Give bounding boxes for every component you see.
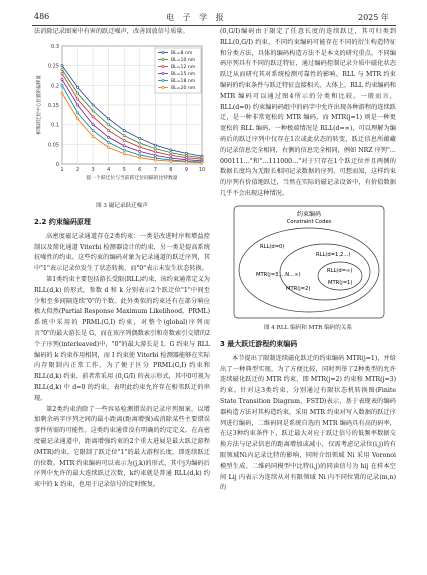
journal-title: 电 子 学 报 bbox=[166, 13, 227, 22]
data-point bbox=[123, 149, 125, 151]
data-point bbox=[185, 152, 187, 154]
x-tick-label: 7 bbox=[153, 166, 157, 173]
outer-label-cn: 约束编码 bbox=[296, 210, 322, 218]
data-point bbox=[170, 160, 172, 162]
page-number: 486 bbox=[34, 12, 50, 21]
outer-label-en: Constraint Codes bbox=[286, 218, 332, 225]
legend-label: BL=12 nm bbox=[171, 64, 196, 70]
journal-year: 2025 年 bbox=[358, 13, 389, 22]
data-point bbox=[154, 147, 156, 149]
x-tick-label: 2 bbox=[75, 166, 80, 173]
left-paragraph-3: 第2类约束消除了一些容易检测错误的记录序列图案，以增加剩余码字序列之间的最小距离(距离增强)或消除某些主要错误事件所需的可能性。这类约束通常没有明确的约定定义。在高密度磁记录通道中，距离增强约束的2个重大进展是最大跃迁游程(MTR)约束，它限制了跃迁位"1"的最大游程长度，即连续跃迁的位数。MTR 约束编码可以表示为(j,k)的形式，其中j为编码后序列中允许的最大连续跃迁次数，k约束就是普通 RLL(d,k) 约束中的 k 约束，也用于记录信号的定时恢复。 bbox=[34, 405, 210, 489]
data-point bbox=[123, 152, 125, 154]
mtr-label-j3: MTR(j=3,…N…∞) bbox=[256, 271, 301, 278]
y-axis-label: 相邻跃迁位中心位置的偏移量 bbox=[37, 74, 42, 135]
x-tick-label: 5 bbox=[122, 166, 126, 173]
rll-ellipse-outer bbox=[239, 228, 379, 312]
left-column bbox=[34, 27, 210, 491]
data-point bbox=[139, 150, 141, 152]
data-point bbox=[170, 151, 172, 153]
right-paragraph-1: (0,G/I)编码由于限定了任意长度的连续跃迁，其可归类到 RLL(0,G/I) 约束，不同约束编码可能存在不同的衍生构造特征和分类方法，具体的编码构造方法不是本文的研究重点。不同编码序列具有不同的跃迁特征，通过编码控制记录介质中磁化状态跃迁从而研究其对系统检测可靠性的影响。RLL 与 MTR 约束编码的约束条件与跃迁特征直接相关，大体上，RLL 约束编码和 MTR 编码可以通过图4所示的分类和比较。一般而言，RLL(d=0) 约束编码码组中的码字中允许出现各种游程的连续跃迁，是一种非常宽松的 MTR 编码，而 MTR(j=1) 则是一种更宽松的 RLL 编码，一种极端情况是 RLL(d=∞)，可以理解为编码后的跃迁序列中仅存在1次或此状态的转变，跃迁信息所蕴藏的记录信息完全相同，右侧的信息完全相同，例如 NRZ 序列"…000111…"和"…111000…"对于只存在1个跃迁位并且两侧的数据长度均为无限长相同记录数据的序列。可想而知，这样约束的序列有价值地跃迁，当然在实际的磁记录设备中，有价值数据几乎不会出现这种情况。 bbox=[220, 28, 396, 197]
data-point bbox=[92, 104, 94, 106]
data-point bbox=[108, 136, 110, 138]
y-tick-label: 0.15 bbox=[47, 102, 59, 109]
data-point bbox=[201, 162, 203, 164]
data-point bbox=[61, 72, 63, 74]
data-point bbox=[76, 112, 78, 114]
data-point bbox=[154, 154, 156, 156]
data-point bbox=[92, 135, 94, 137]
data-point bbox=[61, 84, 63, 86]
data-point bbox=[76, 117, 78, 119]
data-point bbox=[61, 92, 63, 94]
y-tick-label: 0.25 bbox=[47, 63, 59, 70]
legend-label: BL=18 nm bbox=[171, 78, 196, 84]
data-point bbox=[185, 161, 187, 163]
data-point bbox=[61, 68, 63, 70]
series-line bbox=[62, 85, 202, 162]
x-tick-label: 3 bbox=[91, 166, 95, 173]
mtr-label-j2: MTR(j=2) bbox=[286, 285, 311, 292]
legend-marker bbox=[162, 79, 164, 81]
x-tick-label: 8 bbox=[169, 166, 173, 173]
x-axis-label: 提一个跃迁位与当前跃迁位间隔的比特数量 bbox=[86, 175, 178, 181]
y-tick-label: 0.3 bbox=[51, 43, 59, 50]
transition-noise-chart bbox=[34, 40, 210, 200]
figure-4-caption: 图 4 RLL 编码和 MTR 编码的关系 bbox=[263, 324, 353, 331]
y-tick-label: 0.1 bbox=[51, 122, 59, 129]
legend-label: BL=15 nm bbox=[171, 71, 196, 77]
data-point bbox=[108, 117, 110, 119]
data-point bbox=[139, 156, 141, 158]
figure-3-caption: 图 3 磁记录跃迁噪声 bbox=[96, 202, 148, 209]
legend-marker bbox=[162, 51, 164, 53]
legend-label: BL=8 nm bbox=[171, 50, 193, 56]
rll-label-d12: RLL(d=1,2…) bbox=[316, 251, 351, 258]
data-point bbox=[61, 64, 63, 66]
data-point bbox=[76, 98, 78, 100]
x-tick-label: 1 bbox=[60, 166, 64, 173]
data-point bbox=[154, 151, 156, 153]
data-point bbox=[123, 129, 125, 131]
x-tick-label: 6 bbox=[138, 166, 142, 173]
data-point bbox=[92, 123, 94, 125]
rll-label-d0: RLL(d=0) bbox=[260, 243, 285, 250]
section-3-title: 3 最大跃迁游程约束编码 bbox=[220, 339, 298, 348]
y-tick-label: 0.2 bbox=[51, 83, 59, 90]
chart-svg bbox=[34, 40, 210, 190]
data-point bbox=[108, 123, 110, 125]
data-point bbox=[76, 86, 78, 88]
data-point bbox=[139, 146, 141, 148]
data-point bbox=[170, 154, 172, 156]
left-paragraph-2: 第1类约束主要包括游长受限(RLL)约束，该约束通常定义为 RLL(d,k) 的形式，参数 d 和 k 分别表示2个跃迁位"1"中间至少和至多间隔连续"0"的个数。此外类似的约束还有在部分响应极大似然(Partial Response Maximum Likelihood，PRML)系统中采用的 PRML(G,I) 约束，对整个(global)序列而言"0"的最大游长是 G，而在该序列偶数索引和奇数索引交错的2个子序列(interleaved)中，"0"的最大游长是 I。G 约束与 RLL 编码的 k 约束作用相同，而 I 约束使 Viterbi 检测器能够在实际内存限制内正常工作。为了便于区分 PRML(G,I) 约束和 RLL(d,k) 约束，前者常采用 (0,G/I) 的表示形式，其中0可视为 RLL(d,k) 中 d=0 的约束，表明此约束允许存在相邻跃迁的串现。 bbox=[34, 275, 210, 402]
rll-label-dinf: RLL(d=∞) bbox=[327, 267, 353, 274]
legend-label: BL=20 nm bbox=[171, 85, 196, 91]
x-tick-label: 9 bbox=[184, 166, 189, 173]
x-tick-label: 10 bbox=[198, 166, 206, 173]
legend-label: BL=10 nm bbox=[171, 57, 196, 63]
data-point bbox=[170, 149, 172, 151]
legend-marker bbox=[162, 86, 164, 88]
data-point bbox=[92, 129, 94, 131]
data-point bbox=[61, 78, 63, 80]
data-point bbox=[92, 110, 94, 112]
data-point bbox=[76, 92, 78, 94]
data-point bbox=[108, 146, 110, 148]
right-column bbox=[220, 27, 396, 494]
mtr-label-j1: MTR(j=1) bbox=[328, 279, 353, 286]
data-point bbox=[108, 141, 110, 143]
data-point bbox=[123, 145, 125, 147]
legend-marker bbox=[162, 72, 164, 74]
right-paragraph-2: 本节提出了限制连续磁化跃迁的约束编码 MTR(j=1)，并给出了一种典型实现，为了方便比较，同时列举了2种类型的允许连续磁化跃迁的 MTR 约束，即 MTR(j=2) 约束和 MTR(j=3) 约束。针对这3类约束，分别通过有限状态机转换图(Finite State Transition Diagram，FSTD)表示，基于表现表的编码器构造方法对其构造约束，采用 MTR 约束对写入数据的跃迁序列进行编码，二维码同是系统自选的 MTR 编码具有高的码率，在这3种约束条件下，跃迁最大对应于跃迁信号的低频率数据交换方法与记录信息的距离增加或减小，仅需考虑记录位(i,j)的有限领域Ni内记录比特的影响，同时介绍领域 Ni 采用 Voronoi 模型生成。二维码同模型中比特(i,j)的同读信号为 hij 在样本空间 Lij 内表示为连续从对有限领域 Ni 内不同位置的记录(m,n)的 bbox=[220, 354, 396, 492]
x-tick-label: 4 bbox=[107, 166, 111, 173]
data-point bbox=[139, 137, 141, 139]
data-point bbox=[123, 139, 125, 141]
data-point bbox=[108, 129, 110, 131]
legend-marker bbox=[162, 65, 164, 67]
data-point bbox=[154, 159, 156, 161]
legend-marker bbox=[162, 58, 164, 60]
section-2-2-title: 2.2 约束编码原理 bbox=[34, 217, 91, 226]
data-point bbox=[139, 154, 141, 156]
data-point bbox=[139, 142, 141, 144]
rll-mtr-diagram bbox=[220, 204, 396, 322]
rll-mtr-svg bbox=[220, 204, 396, 322]
data-point bbox=[123, 134, 125, 136]
left-paragraph-1: 高密度磁记录通道存在2类约束：一类是改进时序和增益控制以及简化通道 Viterbi 检测器设计的约束，另一类是提高系统抗噪性的约束。这些约束的编码对象为记录通道的跃迁序列，其中"1"表示记录位发生了状态转换，而"0"表示未发生状态转换。 bbox=[34, 232, 210, 273]
left-intro: 法消除记录图案中有害的跃迁噪声，改善回放信号质量。 bbox=[34, 28, 189, 35]
data-point bbox=[92, 115, 94, 117]
data-point bbox=[154, 144, 156, 146]
data-point bbox=[76, 104, 78, 106]
header-rule bbox=[32, 25, 396, 26]
y-tick-label: 0 bbox=[55, 161, 59, 168]
y-tick-label: 0.05 bbox=[47, 142, 59, 149]
